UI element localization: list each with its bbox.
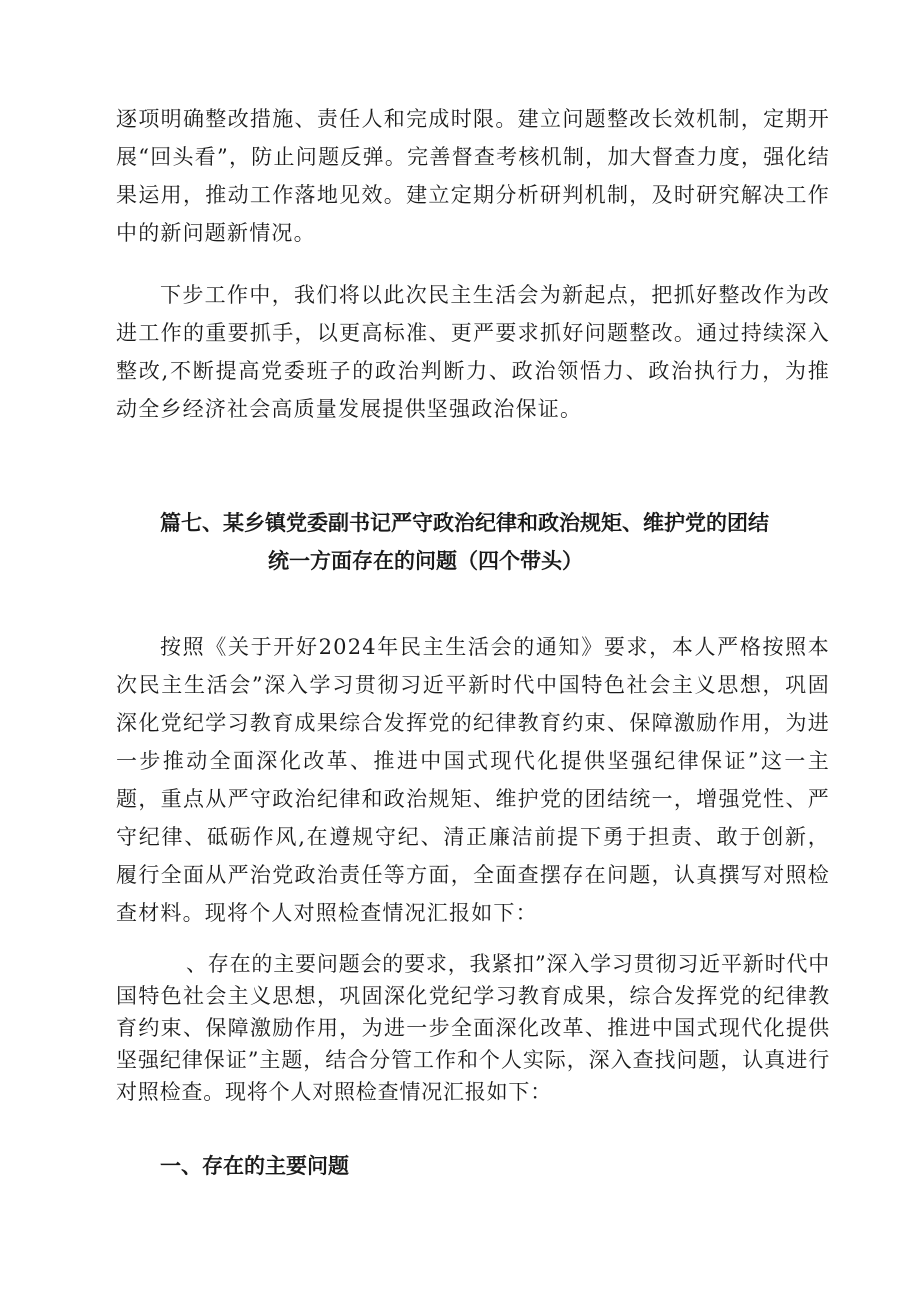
problems-intro-paragraph: 、存在的主要问题会的要求，我紧扣”深入学习贯彻习近平新时代中国特色社会主义思想，巩固深化党纪学习教育成果，综合发挥党的纪律教育约束、保障激励作用，为进一步全面深化改革、推进中国式现代化提供坚强纪律保证”主题，结合分管工作和个人实际，深入查找问题，认真进行对照检查。现将个人对照检查情况汇报如下： (116, 952, 830, 1104)
intro-paragraph: 按照《关于开好2024年民主生活会的通知》要求，本人严格按照本次民主生活会”深入学习贯彻习近平新时代中国特色社会主义思想，巩固深化党纪学习教育成果综合发挥党的纪律教育约束、保障激励作用，为进一步推动全面深化改革、推进中国式现代化提供坚强纪律保证”这一主题，重点从严守政治纪律和政治规矩、维护党的团结统一，增强党性、严守纪律、砥砺作风,在遵规守纪、清正廉洁前提下勇于担责、敢于创新，履行全面从严治党政治责任等方面，全面查摆存在问题，认真撰写对照检查材料。现将个人对照检查情况汇报如下： (116, 635, 830, 925)
article-title-line-2: 统一方面存在的问题（四个带头） (268, 549, 583, 573)
section-heading: 一、存在的主要问题 (160, 1154, 349, 1178)
article-title (160, 504, 840, 580)
continuation-paragraph: 逐项明确整改措施、责任人和完成时限。建立问题整改长效机制，定期开展“回头看”，防止问题反弹。完善督查考核机制，加大督查力度，强化结果运用，推动工作落地见效。建立定期分析研判机制，及时研究解决工作中的新问题新情况。 (116, 107, 830, 245)
next-steps-paragraph: 下步工作中，我们将以此次民主生活会为新起点，把抓好整改作为改进工作的重要抓手，以更高标准、更严要求抓好问题整改。通过持续深入整改,不断提高党委班子的政治判断力、政治领悟力、政治执行力，为推动全乡经济社会高质量发展提供坚强政治保证。 (116, 283, 830, 421)
article-title-line-1: 篇七、某乡镇党委副书记严守政治纪律和政治规矩、维护党的团结 (160, 511, 769, 535)
